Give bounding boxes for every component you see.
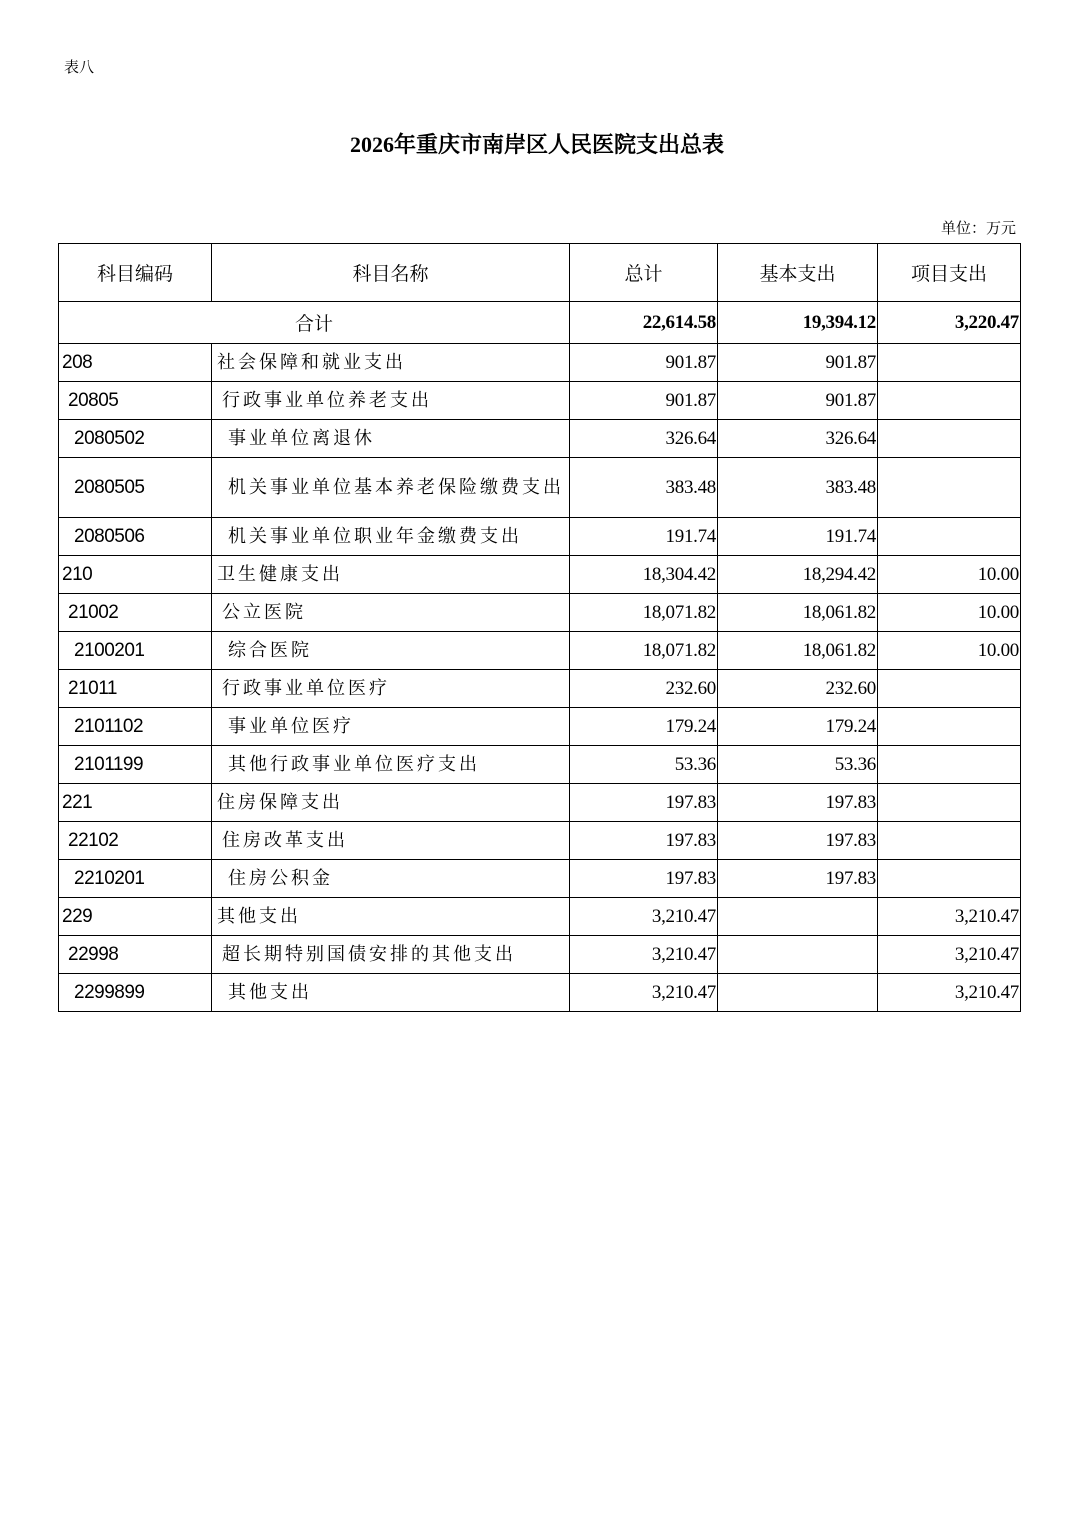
cell-total: 18,071.82 — [570, 632, 718, 670]
cell-basic: 18,294.42 — [718, 556, 878, 594]
table-row — [59, 420, 1021, 458]
column-header-basic: 基本支出 — [718, 244, 878, 302]
cell-name: 机关事业单位基本养老保险缴费支出 — [212, 458, 570, 518]
cell-project: 10.00 — [878, 632, 1021, 670]
cell-basic: 383.48 — [718, 458, 878, 518]
cell-basic — [718, 936, 878, 974]
table-row — [59, 822, 1021, 860]
cell-name: 社会保障和就业支出 — [212, 344, 570, 382]
cell-project — [878, 458, 1021, 518]
cell-code: 210 — [59, 556, 212, 594]
total-basic: 19,394.12 — [718, 302, 878, 344]
total-project: 3,220.47 — [878, 302, 1021, 344]
table-row — [59, 784, 1021, 822]
table-row — [59, 974, 1021, 1012]
cell-code: 2101102 — [59, 708, 212, 746]
cell-project — [878, 746, 1021, 784]
table-row — [59, 344, 1021, 382]
table-row — [59, 632, 1021, 670]
cell-code: 221 — [59, 784, 212, 822]
table-header-row — [59, 244, 1021, 302]
unit-label: 单位：万元 — [940, 221, 1016, 237]
cell-total: 3,210.47 — [570, 936, 718, 974]
table-row — [59, 670, 1021, 708]
cell-total: 326.64 — [570, 420, 718, 458]
table-row — [59, 556, 1021, 594]
cell-name: 其他支出 — [212, 974, 570, 1012]
cell-project: 10.00 — [878, 594, 1021, 632]
cell-code: 2299899 — [59, 974, 212, 1012]
column-header-project: 项目支出 — [878, 244, 1021, 302]
cell-project: 3,210.47 — [878, 898, 1021, 936]
cell-total: 18,304.42 — [570, 556, 718, 594]
cell-total: 18,071.82 — [570, 594, 718, 632]
cell-name: 事业单位离退休 — [212, 420, 570, 458]
cell-project — [878, 822, 1021, 860]
cell-name: 住房公积金 — [212, 860, 570, 898]
cell-code: 21002 — [59, 594, 212, 632]
cell-code: 22998 — [59, 936, 212, 974]
cell-basic: 191.74 — [718, 518, 878, 556]
total-total: 22,614.58 — [570, 302, 718, 344]
table-row — [59, 860, 1021, 898]
cell-basic: 901.87 — [718, 344, 878, 382]
cell-code: 2080505 — [59, 458, 212, 518]
cell-basic — [718, 974, 878, 1012]
cell-total: 383.48 — [570, 458, 718, 518]
cell-basic: 179.24 — [718, 708, 878, 746]
table-row — [59, 898, 1021, 936]
cell-total: 3,210.47 — [570, 974, 718, 1012]
column-header-code: 科目编码 — [59, 244, 212, 302]
cell-name: 住房保障支出 — [212, 784, 570, 822]
cell-code: 2101199 — [59, 746, 212, 784]
cell-basic: 197.83 — [718, 860, 878, 898]
cell-total: 197.83 — [570, 784, 718, 822]
table-number: 表八 — [64, 60, 95, 76]
cell-project — [878, 708, 1021, 746]
cell-project: 10.00 — [878, 556, 1021, 594]
expenditure-table — [58, 243, 1021, 1012]
cell-basic: 18,061.82 — [718, 632, 878, 670]
table-row — [59, 518, 1021, 556]
cell-name: 事业单位医疗 — [212, 708, 570, 746]
total-row — [59, 302, 1021, 344]
cell-code: 2100201 — [59, 632, 212, 670]
cell-project — [878, 518, 1021, 556]
cell-basic: 18,061.82 — [718, 594, 878, 632]
cell-code: 229 — [59, 898, 212, 936]
cell-code: 208 — [59, 344, 212, 382]
page-title: 2026年重庆市南岸区人民医院支出总表 — [349, 132, 724, 157]
cell-project — [878, 784, 1021, 822]
cell-project — [878, 420, 1021, 458]
cell-basic: 197.83 — [718, 784, 878, 822]
cell-name: 超长期特别国债安排的其他支出 — [212, 936, 570, 974]
cell-total: 197.83 — [570, 860, 718, 898]
total-label: 合计 — [59, 302, 570, 344]
cell-basic: 326.64 — [718, 420, 878, 458]
cell-name: 住房改革支出 — [212, 822, 570, 860]
cell-name: 综合医院 — [212, 632, 570, 670]
cell-total: 901.87 — [570, 344, 718, 382]
cell-code: 2080506 — [59, 518, 212, 556]
cell-basic: 901.87 — [718, 382, 878, 420]
cell-name: 行政事业单位医疗 — [212, 670, 570, 708]
cell-name: 行政事业单位养老支出 — [212, 382, 570, 420]
table-row — [59, 458, 1021, 518]
cell-name: 机关事业单位职业年金缴费支出 — [212, 518, 570, 556]
table-row — [59, 708, 1021, 746]
cell-project — [878, 670, 1021, 708]
cell-total: 179.24 — [570, 708, 718, 746]
cell-name: 公立医院 — [212, 594, 570, 632]
cell-basic — [718, 898, 878, 936]
cell-code: 2210201 — [59, 860, 212, 898]
cell-total: 197.83 — [570, 822, 718, 860]
cell-project — [878, 382, 1021, 420]
cell-project: 3,210.47 — [878, 974, 1021, 1012]
cell-project: 3,210.47 — [878, 936, 1021, 974]
cell-code: 2080502 — [59, 420, 212, 458]
cell-basic: 197.83 — [718, 822, 878, 860]
cell-total: 232.60 — [570, 670, 718, 708]
table-row — [59, 936, 1021, 974]
column-header-name: 科目名称 — [212, 244, 570, 302]
cell-name: 其他支出 — [212, 898, 570, 936]
cell-basic: 232.60 — [718, 670, 878, 708]
table-row — [59, 382, 1021, 420]
cell-total: 901.87 — [570, 382, 718, 420]
cell-code: 22102 — [59, 822, 212, 860]
cell-project — [878, 344, 1021, 382]
cell-code: 20805 — [59, 382, 212, 420]
cell-total: 191.74 — [570, 518, 718, 556]
column-header-total: 总计 — [570, 244, 718, 302]
cell-name: 其他行政事业单位医疗支出 — [212, 746, 570, 784]
cell-code: 21011 — [59, 670, 212, 708]
cell-total: 3,210.47 — [570, 898, 718, 936]
cell-name: 卫生健康支出 — [212, 556, 570, 594]
cell-total: 53.36 — [570, 746, 718, 784]
table-row — [59, 594, 1021, 632]
cell-basic: 53.36 — [718, 746, 878, 784]
cell-project — [878, 860, 1021, 898]
table-row — [59, 746, 1021, 784]
